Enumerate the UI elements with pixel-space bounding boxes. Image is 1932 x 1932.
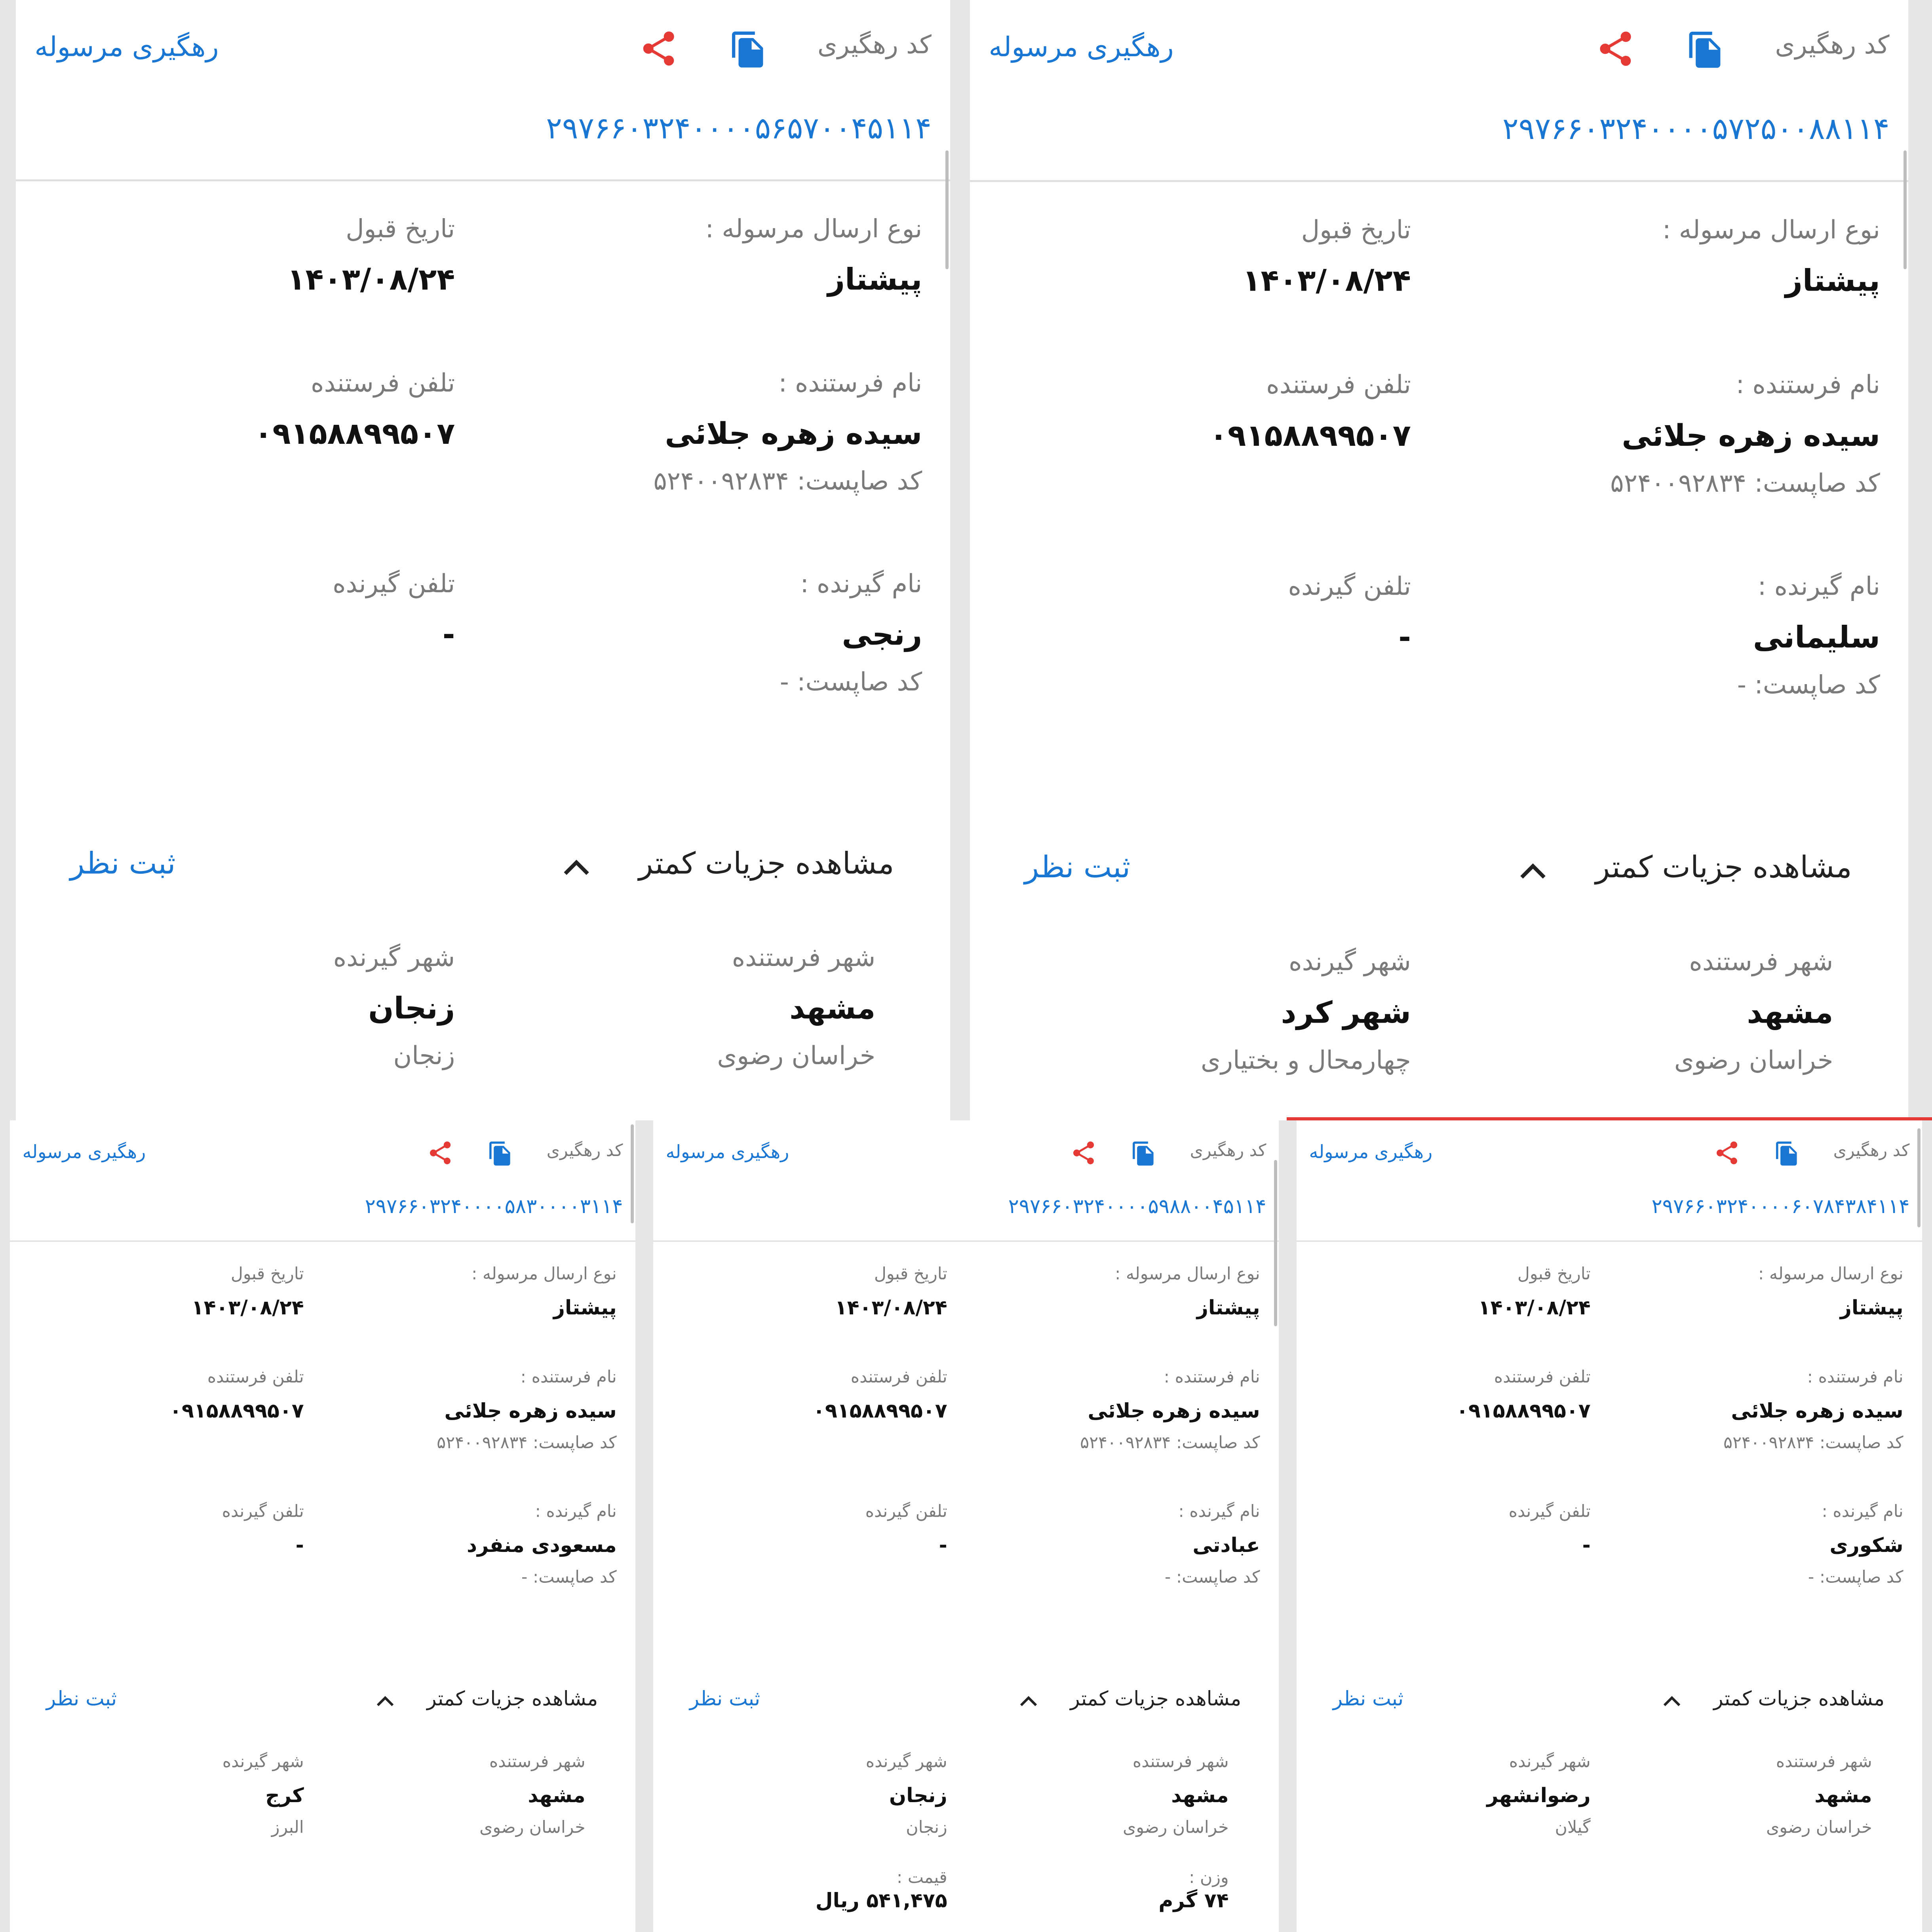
- screenshot-panel-1: [16, 0, 950, 1120]
- copy-icon[interactable]: [1131, 1139, 1157, 1168]
- sender-province: خراسان رضوی: [1766, 1818, 1872, 1837]
- receiver-name-value: مسعودی منفرد: [466, 1533, 617, 1557]
- accept-date-label: تاریخ قبول: [1301, 216, 1411, 245]
- sapost-value: -: [1808, 1567, 1814, 1587]
- less-details-button[interactable]: مشاهده جزیات کمتر: [1070, 1686, 1242, 1710]
- receiver-city-value: رضوانشهر: [1487, 1783, 1591, 1807]
- receiver-phone-label: تلفن گیرنده: [1288, 572, 1411, 602]
- tracking-number: ۲۹۷۶۶۰۳۲۴۰۰۰۰۵۶۵۷۰۰۴۵۱۱۴: [546, 110, 932, 146]
- header-divider: [653, 1240, 1279, 1242]
- receiver-city-label: شهر گیرنده: [222, 1752, 304, 1772]
- receiver-name-label: نام گیرنده :: [800, 570, 922, 599]
- receiver-city-value: زنجان: [368, 990, 455, 1026]
- accept-date-label: تاریخ قبول: [874, 1264, 947, 1284]
- tracking-code-label: کد رهگیری: [817, 30, 932, 60]
- sender-city-label: شهر فرستنده: [1132, 1752, 1229, 1772]
- send-type-value: پیشتاز: [1196, 1295, 1260, 1320]
- screenshot-panel-2: [970, 0, 1908, 1120]
- sapost-label: کد صاپست:: [1176, 1433, 1260, 1453]
- submit-comment-button[interactable]: ثبت نظر: [46, 1686, 117, 1710]
- price-value: ۵۴۱,۴۷۵ ریال: [815, 1888, 947, 1913]
- shipment-card: [970, 0, 1908, 1120]
- receiver-phone-value: -: [295, 1533, 304, 1557]
- receiver-name-label: نام گیرنده :: [1822, 1502, 1903, 1521]
- share-icon[interactable]: [1070, 1139, 1097, 1167]
- share-icon[interactable]: [1595, 28, 1636, 69]
- tracking-number: ۲۹۷۶۶۰۳۲۴۰۰۰۰۵۷۲۵۰۰۸۸۱۱۴: [1502, 110, 1890, 146]
- shipment-card: [16, 0, 950, 1120]
- send-type-value: پیشتاز: [827, 261, 922, 297]
- receiver-phone-value: -: [939, 1533, 947, 1557]
- copy-icon[interactable]: [729, 28, 768, 71]
- chevron-up-icon[interactable]: [376, 1694, 394, 1707]
- tracking-code-label: کد رهگیری: [1775, 31, 1890, 60]
- sender-phone-label: تلفن فرستنده: [1494, 1367, 1591, 1387]
- weight-value: ۷۴ گرم: [1158, 1888, 1229, 1913]
- sender-name-value: سیده زهره جلائی: [444, 1399, 617, 1423]
- sender-city-value: مشهد: [789, 990, 876, 1026]
- share-icon[interactable]: [638, 28, 679, 69]
- screenshot-panel-4: [653, 1120, 1279, 1932]
- tracking-number: ۲۹۷۶۶۰۳۲۴۰۰۰۰۵۸۳۰۰۰۰۳۱۱۴: [365, 1194, 623, 1218]
- tracking-number: ۲۹۷۶۶۰۳۲۴۰۰۰۰۶۰۷۸۴۳۸۴۱۱۴: [1651, 1194, 1910, 1218]
- sender-name-value: سیده زهره جلائی: [1731, 1399, 1903, 1423]
- sender-phone-value: ۰۹۱۵۸۸۹۹۵۰۷: [1209, 417, 1411, 453]
- less-details-button[interactable]: مشاهده جزیات کمتر: [1595, 849, 1852, 885]
- receiver-city-label: شهر گیرنده: [333, 943, 455, 973]
- tracking-number: ۲۹۷۶۶۰۳۲۴۰۰۰۰۵۹۸۸۰۰۴۵۱۱۴: [1008, 1194, 1266, 1218]
- sender-sapost: [653, 467, 922, 496]
- receiver-city-label: شهر گیرنده: [1509, 1752, 1591, 1772]
- sapost-value: -: [1164, 1567, 1171, 1587]
- receiver-name-value: رنجی: [842, 616, 922, 652]
- sapost-value: ۵۲۴۰۰۹۲۸۳۴: [437, 1433, 528, 1453]
- sapost-label: کد صاپست:: [1754, 469, 1880, 498]
- sender-province: خراسان رضوی: [1122, 1818, 1229, 1837]
- header-divider: [16, 179, 950, 181]
- receiver-phone-label: تلفن گیرنده: [1508, 1502, 1591, 1521]
- tracking-code-label: کد رهگیری: [546, 1141, 623, 1161]
- sapost-label: کد صاپست:: [532, 1567, 617, 1587]
- sapost-label: کد صاپست:: [797, 668, 922, 697]
- sapost-label: کد صاپست:: [1754, 671, 1880, 700]
- accept-date-value: ۱۴۰۳/۰۸/۲۴: [191, 1295, 304, 1320]
- tracking-code-label: کد رهگیری: [1833, 1141, 1910, 1161]
- receiver-sapost: [1165, 1568, 1260, 1587]
- receiver-city-label: شهر گیرنده: [1289, 947, 1411, 977]
- sender-phone-label: تلفن فرستنده: [1266, 371, 1411, 400]
- receiver-name-label: نام گیرنده :: [1757, 572, 1880, 602]
- track-shipment-link[interactable]: رهگیری مرسوله: [666, 1141, 789, 1162]
- screenshot-panel-5: [1297, 1120, 1922, 1932]
- sender-name-value: سیده زهره جلائی: [665, 416, 922, 451]
- send-type-label: نوع ارسال مرسوله :: [1662, 216, 1880, 245]
- sender-province: خراسان رضوی: [1674, 1046, 1833, 1076]
- sender-city-value: مشهد: [1171, 1783, 1229, 1807]
- track-shipment-link[interactable]: رهگیری مرسوله: [22, 1141, 146, 1162]
- sapost-value: -: [521, 1567, 528, 1587]
- track-shipment-link[interactable]: رهگیری مرسوله: [1309, 1141, 1433, 1162]
- receiver-city-value: شهر کرد: [1281, 995, 1411, 1031]
- sender-name-label: نام فرستنده :: [520, 1367, 617, 1387]
- scrollbar[interactable]: [1274, 1160, 1277, 1326]
- sender-province: خراسان رضوی: [717, 1042, 876, 1071]
- receiver-phone-value: -: [1582, 1533, 1591, 1557]
- send-type-label: نوع ارسال مرسوله :: [705, 215, 922, 244]
- receiver-sapost: [780, 668, 922, 697]
- sapost-label: کد صاپست:: [1819, 1567, 1903, 1587]
- sapost-label: کد صاپست:: [1176, 1567, 1260, 1587]
- sender-city-value: مشهد: [1814, 1783, 1872, 1807]
- chevron-up-icon[interactable]: [1519, 861, 1547, 880]
- sapost-value: ۵۲۴۰۰۹۲۸۳۴: [1723, 1433, 1814, 1453]
- receiver-name-value: شکوری: [1829, 1533, 1903, 1557]
- receiver-sapost: [521, 1568, 617, 1587]
- receiver-province: البرز: [271, 1818, 304, 1837]
- scrollbar[interactable]: [945, 150, 949, 269]
- receiver-phone-value: -: [442, 616, 455, 652]
- sapost-value: ۵۲۴۰۰۹۲۸۳۴: [653, 467, 789, 496]
- send-type-label: نوع ارسال مرسوله :: [1758, 1264, 1903, 1284]
- tracking-code-label: کد رهگیری: [1190, 1141, 1266, 1161]
- receiver-sapost: [1808, 1568, 1903, 1587]
- accept-date-label: تاریخ قبول: [346, 215, 455, 244]
- sender-city-value: مشهد: [528, 1783, 586, 1807]
- sender-city-label: شهر فرستنده: [489, 1752, 586, 1772]
- sender-city-label: شهر فرستنده: [1689, 947, 1833, 977]
- chevron-up-icon[interactable]: [1662, 1694, 1681, 1707]
- send-type-label: نوع ارسال مرسوله :: [471, 1264, 617, 1284]
- sapost-label: کد صاپست:: [532, 1433, 617, 1453]
- header-divider: [1297, 1240, 1922, 1242]
- accept-date-label: تاریخ قبول: [1517, 1264, 1591, 1284]
- sender-city-label: شهر فرستنده: [732, 943, 876, 973]
- receiver-phone-label: تلفن گیرنده: [333, 570, 455, 599]
- receiver-city-label: شهر گیرنده: [865, 1752, 947, 1772]
- sender-sapost: [1723, 1433, 1903, 1453]
- submit-comment-button[interactable]: ثبت نظر: [689, 1686, 761, 1710]
- sapost-label: کد صاپست:: [797, 467, 922, 496]
- chevron-up-icon[interactable]: [1019, 1694, 1038, 1707]
- accept-date-value: ۱۴۰۳/۰۸/۲۴: [1478, 1295, 1591, 1320]
- receiver-phone-label: تلفن گیرنده: [222, 1502, 304, 1521]
- sender-name-label: نام فرستنده :: [1736, 371, 1880, 400]
- track-shipment-link[interactable]: رهگیری مرسوله: [989, 31, 1174, 63]
- send-type-value: پیشتاز: [1840, 1295, 1903, 1320]
- receiver-sapost: [1737, 671, 1880, 700]
- receiver-city-value: کرج: [265, 1783, 304, 1807]
- receiver-province: گیلان: [1555, 1818, 1591, 1837]
- receiver-phone-label: تلفن گیرنده: [865, 1502, 947, 1521]
- sender-sapost: [1080, 1433, 1260, 1453]
- selection-line: [1287, 1117, 1932, 1120]
- share-icon[interactable]: [1713, 1139, 1741, 1167]
- sender-name-label: نام فرستنده :: [1164, 1367, 1260, 1387]
- receiver-name-label: نام گیرنده :: [1178, 1502, 1260, 1521]
- less-details-button[interactable]: مشاهده جزیات کمتر: [1713, 1686, 1885, 1710]
- sender-phone-value: ۰۹۱۵۸۸۹۹۵۰۷: [254, 416, 455, 451]
- send-type-label: نوع ارسال مرسوله :: [1114, 1264, 1260, 1284]
- submit-comment-button[interactable]: ثبت نظر: [70, 845, 176, 881]
- screenshot-panel-3: [10, 1120, 635, 1932]
- header-divider: [970, 180, 1908, 182]
- receiver-name-value: سلیمانی: [1753, 619, 1880, 655]
- scrollbar[interactable]: [1917, 1128, 1921, 1227]
- accept-date-value: ۱۴۰۳/۰۸/۲۴: [287, 261, 455, 297]
- copy-icon[interactable]: [1774, 1139, 1800, 1168]
- receiver-name-value: عبادتی: [1192, 1533, 1260, 1557]
- sender-sapost: [1610, 469, 1880, 498]
- shipment-card: [10, 1120, 635, 1902]
- less-details-button[interactable]: مشاهده جزیات کمتر: [427, 1686, 598, 1710]
- scrollbar[interactable]: [631, 1124, 634, 1223]
- sender-city-value: مشهد: [1747, 995, 1833, 1031]
- receiver-name-label: نام گیرنده :: [535, 1502, 617, 1521]
- scrollbar[interactable]: [1903, 150, 1907, 269]
- sender-name-label: نام فرستنده :: [778, 369, 922, 398]
- sender-sapost: [437, 1433, 616, 1453]
- weight-label: وزن :: [1189, 1868, 1229, 1888]
- accept-date-label: تاریخ قبول: [230, 1264, 304, 1284]
- sender-phone-value: ۰۹۱۵۸۸۹۹۵۰۷: [813, 1399, 947, 1423]
- sender-name-value: سیده زهره جلائی: [1088, 1399, 1260, 1423]
- sender-phone-label: تلفن فرستنده: [207, 1367, 304, 1387]
- sender-name-value: سیده زهره جلائی: [1622, 417, 1880, 453]
- send-type-value: پیشتاز: [1785, 262, 1880, 299]
- sender-phone-label: تلفن فرستنده: [311, 369, 455, 398]
- sender-phone-value: ۰۹۱۵۸۸۹۹۵۰۷: [1456, 1399, 1591, 1423]
- sapost-value: -: [780, 668, 789, 697]
- sender-city-label: شهر فرستنده: [1776, 1752, 1872, 1772]
- sapost-value: -: [1737, 671, 1746, 700]
- shipment-card: [653, 1120, 1279, 1913]
- submit-comment-button[interactable]: ثبت نظر: [1333, 1686, 1404, 1710]
- receiver-province: زنجان: [393, 1042, 455, 1071]
- price-label: قیمت :: [896, 1868, 947, 1888]
- receiver-province: زنجان: [906, 1818, 947, 1837]
- share-icon[interactable]: [426, 1139, 454, 1167]
- receiver-province: چهارمحال و بختیاری: [1201, 1046, 1411, 1076]
- receiver-city-value: زنجان: [889, 1783, 947, 1807]
- sender-province: خراسان رضوی: [479, 1818, 586, 1837]
- send-type-value: پیشتاز: [553, 1295, 617, 1320]
- sender-name-label: نام فرستنده :: [1807, 1367, 1903, 1387]
- accept-date-value: ۱۴۰۳/۰۸/۲۴: [1242, 262, 1411, 299]
- accept-date-value: ۱۴۰۳/۰۸/۲۴: [835, 1295, 947, 1320]
- sapost-value: ۵۲۴۰۰۹۲۸۳۴: [1080, 1433, 1171, 1453]
- track-shipment-link[interactable]: رهگیری مرسوله: [34, 30, 219, 63]
- copy-icon[interactable]: [1686, 28, 1725, 71]
- submit-comment-button[interactable]: ثبت نظر: [1024, 849, 1131, 885]
- shipment-card: [1297, 1120, 1922, 1902]
- header-divider: [10, 1240, 635, 1242]
- sender-phone-value: ۰۹۱۵۸۸۹۹۵۰۷: [169, 1399, 304, 1423]
- sender-phone-label: تلفن فرستنده: [850, 1367, 947, 1387]
- copy-icon[interactable]: [487, 1139, 513, 1168]
- sapost-value: ۵۲۴۰۰۹۲۸۳۴: [1610, 469, 1746, 498]
- chevron-up-icon[interactable]: [563, 858, 591, 876]
- less-details-button[interactable]: مشاهده جزیات کمتر: [638, 845, 894, 881]
- sapost-label: کد صاپست:: [1819, 1433, 1903, 1453]
- receiver-phone-value: -: [1398, 619, 1411, 655]
